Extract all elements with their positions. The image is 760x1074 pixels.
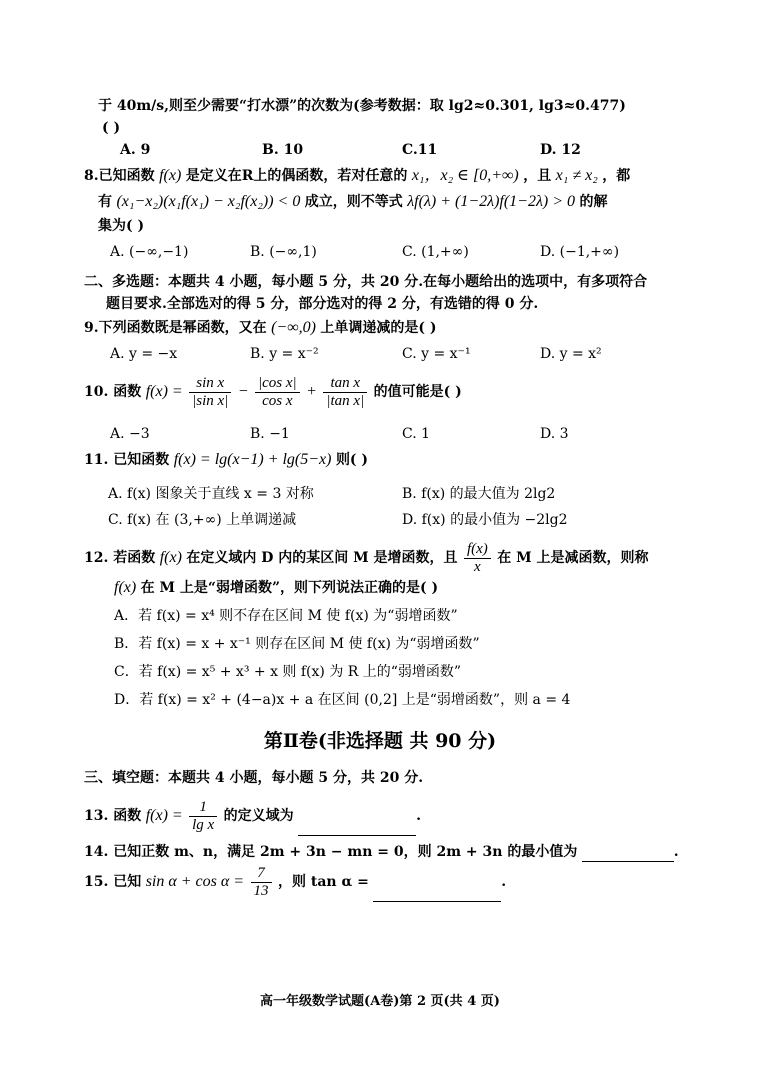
q8-ineq-2: λf(λ) + (1−2λ)f(1−2λ) > 0 — [407, 193, 576, 210]
q12-frac-num: f(x) — [464, 541, 491, 559]
q11-option-b: B. f(x) 的最大值为 2lg2 — [402, 486, 556, 502]
q8-stem-b: 是定义在R上的偶函数，若对任意的 — [185, 168, 408, 184]
q13-frac-num: 1 — [189, 799, 217, 817]
q12-option-c: C．若 f(x) = x⁵ + x³ + x 则 f(x) 为 R 上的“弱增函数” — [114, 664, 462, 680]
q8-line-3: 集为( ) — [98, 218, 145, 234]
q10-term-2-num: |cos x| — [255, 375, 300, 393]
q9-option-a: A. y = −x — [110, 346, 178, 362]
q8-neq: x₁ ≠ x₂ — [555, 167, 598, 184]
q10-term-1-den: |sin x| — [192, 392, 229, 409]
q7-option-b: B. 10 — [262, 142, 304, 158]
q9-stem-a: 9.下列函数既是幂函数，又在 — [84, 320, 267, 336]
q15-stem-a: 15. 已知 — [84, 874, 142, 890]
page-footer: 高一年级数学试题(A卷)第 2 页(共 4 页) — [260, 994, 500, 1009]
q8-vars: x₁，x₂ ∈ [0,+∞) — [411, 167, 519, 184]
q10-fx: f(x) = — [145, 383, 183, 400]
q8-have: 有 — [98, 194, 112, 210]
q10-term-2 — [255, 375, 300, 410]
q15-stem-b: ，则 tan α = — [277, 874, 369, 890]
section2-line-1: 二、多选题：本题共 4 小题，每小题 5 分，共 20 分.在每小题给出的选项中，有多项符合 — [84, 274, 648, 290]
q10-option-c: C. 1 — [402, 426, 431, 442]
q12-stem-a: 12. 若函数 — [84, 550, 156, 566]
q10-term-3-den: |tan x| — [326, 392, 365, 409]
q12-stem-c: 在 M 上是减函数，则称 — [497, 550, 649, 566]
q14-stem-line — [84, 842, 679, 862]
q11-expr: f(x) = lg(x−1) + lg(5−x) — [173, 451, 332, 468]
q11-stem-a: 11. 已知函数 — [84, 452, 170, 468]
q13-stem — [84, 796, 421, 836]
q12-frac — [464, 541, 491, 576]
q12-option-b: B．若 f(x) = x + x⁻¹ 则存在区间 M 使 f(x) 为“弱增函数” — [114, 636, 480, 652]
q14-answer-blank[interactable] — [582, 847, 674, 862]
q10-term-2-den: cos x — [262, 392, 293, 409]
q13-end: . — [416, 808, 421, 824]
q8-option-d: D. (−1,+∞) — [540, 244, 620, 260]
q8-stem-e: 成立，则不等式 — [304, 194, 403, 210]
q11-option-c: C. f(x) 在 (3,+∞) 上单调递减 — [108, 512, 297, 528]
part2-title: 第Ⅱ卷(非选择题 共 90 分) — [263, 730, 497, 752]
q10-option-d: D. 3 — [540, 426, 569, 442]
q10-num: 10. 函数 — [84, 384, 142, 400]
q8-option-a: A. (−∞,−1) — [110, 244, 189, 260]
q11-option-d: D. f(x) 的最小值为 −2lg2 — [402, 512, 568, 528]
q14-stem: 14. 已知正数 m、n，满足 2m + 3n − mn = 0，则 2m + 3n 的最小值为 — [84, 844, 578, 860]
q10-option-b: B. −1 — [250, 426, 290, 442]
q7-option-d: D. 12 — [540, 142, 581, 158]
section3-heading: 三、填空题：本题共 4 小题，每小题 5 分，共 20 分. — [84, 770, 424, 786]
q9-interval: (−∞,0) — [271, 319, 316, 336]
q8-line-1 — [84, 166, 630, 186]
q8-ineq-1: (x₁−x₂)(x₁f(x₁) − x₂f(x₂)) < 0 — [116, 193, 301, 210]
q12-option-d: D．若 f(x) = x² + (4−a)x + a 在区间 (0,2] 上是“弱增函数”，则 a = 4 — [114, 692, 571, 708]
q11-stem — [84, 450, 368, 470]
q8-line-2 — [98, 192, 607, 212]
q8-stem-c: ，且 — [523, 168, 552, 184]
q13-frac — [189, 799, 217, 834]
q12-frac-den: x — [474, 558, 481, 575]
q9-stem — [84, 318, 437, 338]
q13-answer-blank[interactable] — [298, 821, 416, 836]
q13-fx: f(x) = — [145, 807, 183, 824]
q7-answer-paren: ( ) — [102, 120, 121, 136]
q12-stem-b: 在定义域内 D 内的某区间 M 是增函数，且 — [186, 550, 458, 566]
q11-stem-b: 则( ) — [335, 452, 369, 468]
q12-line-2 — [114, 578, 438, 598]
q9-option-c: C. y = x⁻¹ — [402, 346, 471, 362]
q7-option-a: A. 9 — [120, 142, 151, 158]
q15-frac — [251, 865, 272, 900]
q15-stem — [84, 862, 506, 902]
q13-stem-a: 13. 函数 — [84, 808, 142, 824]
q12-fx-2: f(x) — [114, 579, 137, 596]
q13-stem-b: 的定义域为 — [223, 808, 294, 824]
q11-option-a: A. f(x) 图象关于直线 x = 3 对称 — [108, 486, 314, 502]
section2-line-2: 题目要求.全部选对的得 5 分，部分选对的得 2 分，有选错的得 0 分. — [106, 296, 539, 312]
q8-fx: f(x) — [159, 167, 182, 184]
q13-frac-den: lg x — [192, 816, 215, 833]
q9-option-b: B. y = x⁻² — [250, 346, 319, 362]
q10-option-a: A. −3 — [110, 426, 150, 442]
q15-end: . — [501, 874, 507, 890]
q15-answer-blank[interactable] — [373, 887, 501, 902]
q8-stem-f: 的解 — [579, 194, 608, 210]
q10-term-3-num: tan x — [323, 375, 367, 393]
q10-tail: 的值可能是( ) — [373, 384, 462, 400]
q12-stem — [84, 538, 648, 578]
q15-frac-num: 7 — [251, 865, 272, 883]
q9-stem-b: 上单调递减的是( ) — [320, 320, 437, 336]
q10-term-3 — [323, 375, 367, 410]
q14-end: . — [673, 844, 679, 860]
q15-expr: sin α + cos α = — [145, 873, 245, 890]
q8-option-b: B. (−∞,1) — [250, 244, 317, 260]
q7-stem-tail: 于 40m/s,则至少需要“打水漂”的次数为(参考数据：取 lg2≈0.301, lg3≈0.477) — [98, 98, 626, 114]
q9-option-d: D. y = x² — [540, 346, 602, 362]
q12-option-a: A．若 f(x) = x⁴ 则不存在区间 M 使 f(x) 为“弱增函数” — [114, 608, 458, 624]
q8-option-c: C. (1,+∞) — [402, 244, 469, 260]
q12-stem-d: 在 M 上是“弱增函数”，则下列说法正确的是( ) — [140, 580, 439, 596]
q10-term-1-num: sin x — [189, 375, 231, 393]
q7-option-c: C.11 — [402, 142, 438, 158]
q8-stem-a: 8.已知函数 — [84, 168, 155, 184]
q10-stem — [84, 372, 462, 412]
q15-frac-den: 13 — [253, 882, 269, 899]
q10-plus: + — [306, 383, 317, 400]
q12-fx: f(x) — [159, 549, 182, 566]
q10-minus: − — [237, 383, 249, 400]
q10-term-1 — [189, 375, 231, 410]
q8-stem-d: ，都 — [602, 168, 631, 184]
